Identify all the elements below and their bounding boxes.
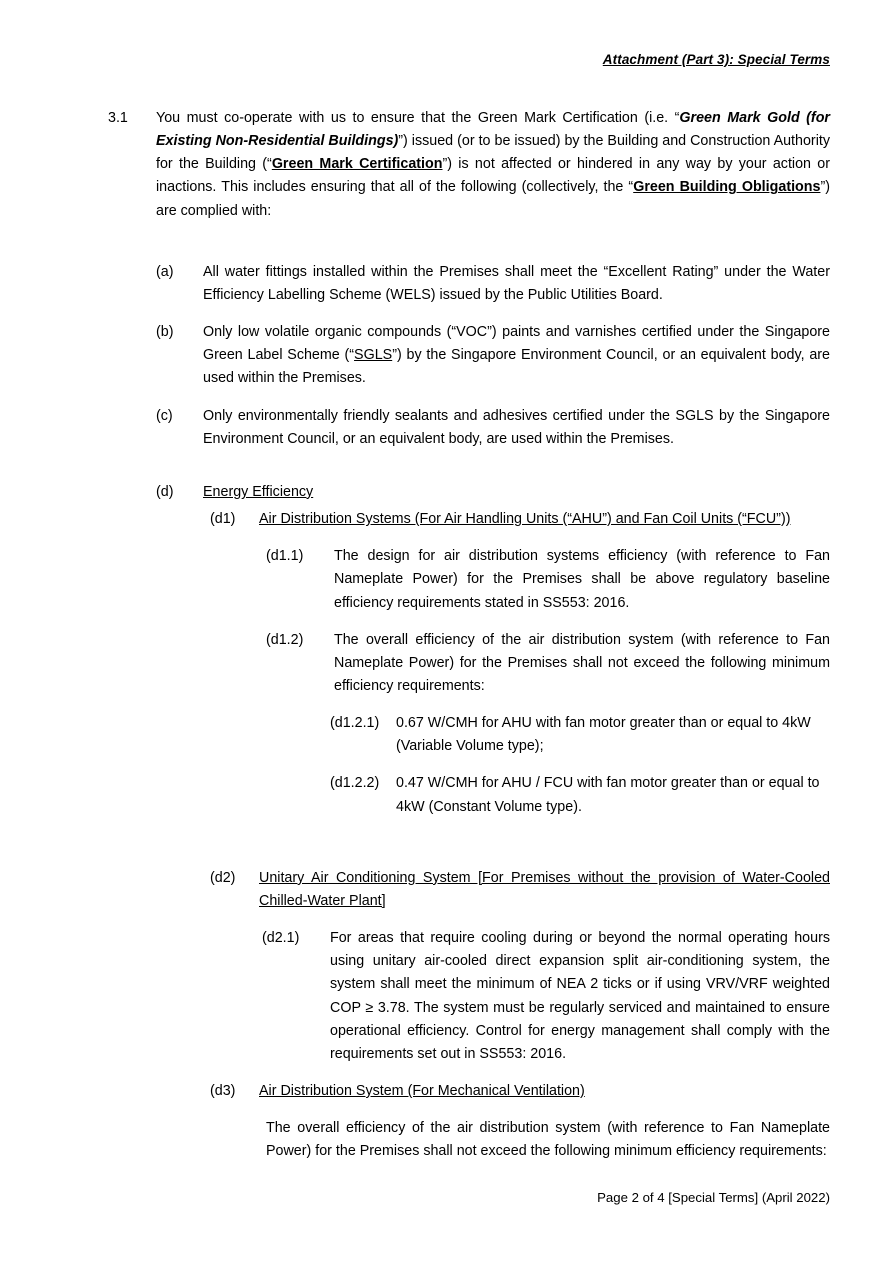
green-mark-certification-term: Green Mark Certification	[271, 156, 443, 173]
clause-c-text: Only environmentally friendly sealants and adhesives certified under the SGLS by the Singapore Environment Council, or an equivalent body, are used within the Premises.	[203, 407, 830, 447]
clause-d1-heading: Air Distribution Systems (For Air Handling Units (“AHU”) and Fan Coil Units (“FCU”))	[259, 511, 791, 528]
clause-c	[156, 405, 830, 451]
clause-d2-1-number: (d2.1)	[262, 930, 300, 947]
clause-a-text: All water fittings installed within the Premises shall meet the “Excellent Rating” under the Water Efficiency Labelling Scheme (WELS) issued by the Public Utilities Board.	[203, 263, 830, 303]
clause-d1	[210, 508, 830, 531]
clause-d1-number: (d1)	[210, 511, 236, 528]
clause-d1-2-1-number: (d1.2.1)	[330, 715, 380, 732]
clause-3-1-text	[156, 107, 830, 223]
clause-b-seg1: Only low volatile organic compounds (“VOC”) paints and varnishes certified under the Singapore Green Label Scheme (“	[203, 324, 830, 364]
clause-d3-text: The overall efficiency of the air distribution system (with reference to Fan Nameplate Power) for the Premises shall not exceed the following minimum efficiency requirements:	[266, 1120, 830, 1160]
clause-d2-1	[262, 927, 830, 1066]
clause-d3-heading: Air Distribution System (For Mechanical Ventilation)	[259, 1083, 585, 1099]
clause-d1-2-1	[330, 712, 830, 758]
spacer	[62, 235, 830, 261]
clause-b-seg3: ”) by the Singapore Environment Council, or an equivalent body, are used within the Premises.	[203, 347, 830, 387]
clause-d-heading: Energy Efficiency	[203, 483, 314, 500]
clause-d3-number: (d3)	[210, 1083, 236, 1099]
clause-d3	[210, 1080, 830, 1103]
clause-b	[156, 321, 830, 390]
spacer	[62, 465, 830, 481]
clause-a	[156, 261, 830, 307]
clause-d1-2-2-text: 0.47 W/CMH for AHU / FCU with fan motor greater than or equal to 4kW (Constant Volume type).	[396, 775, 820, 815]
clause-d1-2-1-text: 0.67 W/CMH for AHU with fan motor greater than or equal to 4kW (Variable Volume type);	[396, 715, 811, 755]
clause-3-1-seg3: ”) issued (or to be issued) by the Building and Construction Authority for the Building (“	[156, 133, 830, 173]
document-header: Attachment (Part 3): Special Terms	[602, 52, 830, 67]
clause-d1-2-2	[330, 772, 830, 818]
clause-d2-1-text: For areas that require cooling during or beyond the normal operating hours using unitary air-cooled direct expansion split air-conditioning system, the system shall meet the minimum of NEA 2 ticks or if using VRV/VRF weighted COP ≥ 3.78. The system must be regularly serviced and maintained to ensure operational efficiency. Control for energy management shall comply with the requirements set out in SS553: 2016.	[330, 930, 830, 1062]
clause-a-number: (a)	[156, 263, 174, 280]
clause-3-1-seg1: You must co-operate with us to ensure that the Green Mark Certification (i.e. “	[156, 110, 680, 126]
clause-b-text	[203, 321, 830, 390]
green-building-obligations-term: Green Building Obligations	[633, 179, 821, 196]
clause-d	[156, 481, 830, 504]
clause-d1-1-number: (d1.1)	[266, 548, 304, 565]
clause-d1-1	[266, 545, 830, 614]
page-footer: Page 2 of 4 [Special Terms] (April 2022)	[597, 1190, 830, 1205]
clause-3-1-seg7: ”) are complied with:	[156, 179, 830, 219]
clause-d-number: (d)	[156, 483, 174, 500]
clause-d1-2	[266, 629, 830, 698]
spacer	[62, 833, 830, 859]
clause-b-number: (b)	[156, 324, 174, 341]
clause-d1-2-2-number: (d1.2.2)	[330, 775, 380, 792]
green-mark-gold-term: Green Mark Gold (for Existing Non-Residential Buildings)	[156, 110, 830, 150]
clause-c-number: (c)	[156, 407, 173, 424]
clause-3-1-seg5: ”) is not affected or hindered in any way by your action or inactions. This includes ensuring that all of the following (collectively, the “	[156, 156, 830, 196]
clause-3-1	[62, 107, 830, 223]
clause-d1-2-number: (d1.2)	[266, 631, 304, 648]
clause-d2-number: (d2)	[210, 869, 236, 886]
spacer	[62, 859, 830, 867]
clause-d2	[210, 867, 830, 913]
clause-d1-2-text: The overall efficiency of the air distribution system (with reference to Fan Nameplate Power) for the Premises shall not exceed the following minimum efficiency requirements:	[334, 631, 830, 694]
sgls-term: SGLS	[354, 347, 393, 364]
clause-d1-1-text: The design for air distribution systems efficiency (with reference to Fan Nameplate Power) for the Premises shall be above regulatory baseline efficiency requirements stated in SS553: 2016.	[334, 548, 830, 611]
clause-3-1-number: 3.1	[108, 110, 128, 126]
clause-d2-heading: Unitary Air Conditioning System [For Premises without the provision of Water-Cooled Chilled-Water Plant]	[259, 869, 830, 909]
